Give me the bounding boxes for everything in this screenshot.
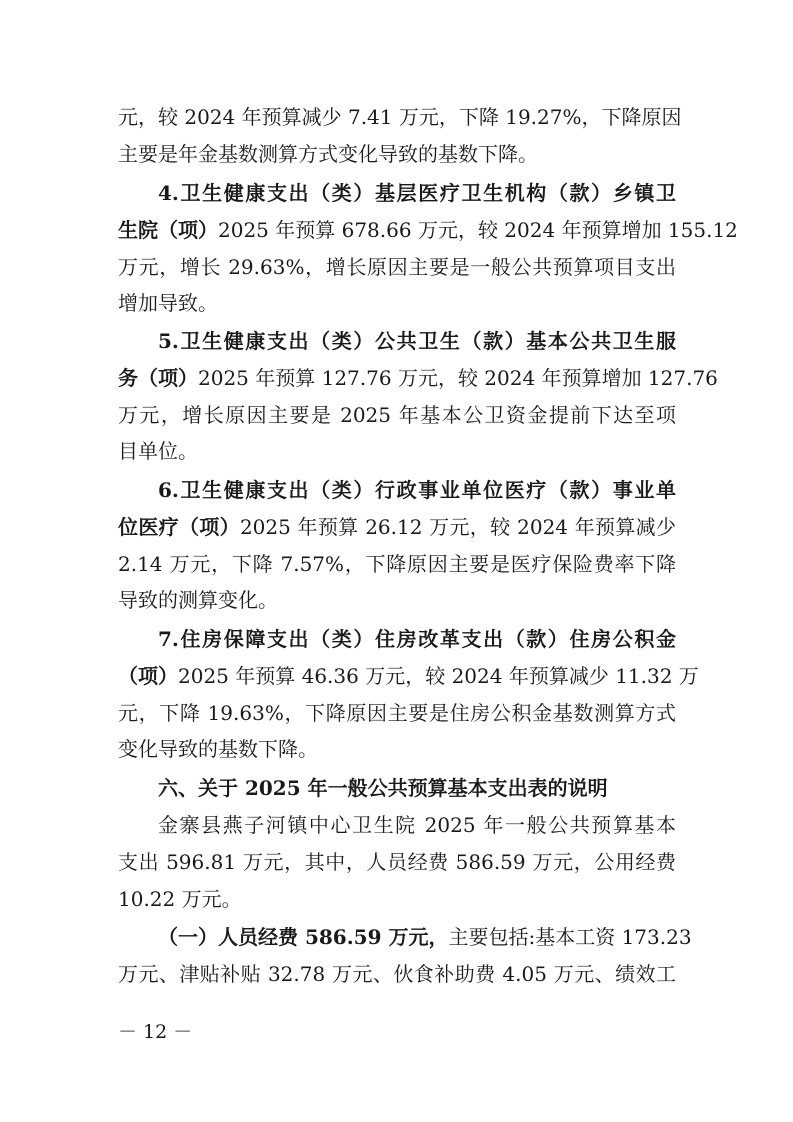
- text-segment: 2025 年预算 127.76 万元，较 2024 年预算增加 127.76: [198, 365, 718, 390]
- bold-lead: （项）: [118, 663, 178, 688]
- text-line: 万元、津贴补贴 32.78 万元、伙食补助费 4.05 万元、绩效工: [118, 961, 676, 986]
- text-line: 导致的测算变化。: [118, 588, 278, 613]
- text-line: 2.14 万元，下降 7.57%，下降原因主要是医疗保险费率下降: [118, 551, 676, 576]
- text-line: 支出 596.81 万元，其中，人员经费 586.59 万元，公用经费: [118, 849, 676, 874]
- page-number: － 12 －: [118, 1021, 193, 1043]
- text-line: [118, 509, 676, 546]
- paragraph-personnel-expenses: [118, 919, 692, 993]
- bold-lead: （一）人员经费 586.59 万元，: [158, 925, 449, 949]
- bold-lead: 务（项）: [118, 365, 198, 390]
- section-heading: [118, 770, 676, 807]
- section-title: 六、关于 2025 年一般公共预算基本支出表的说明: [158, 776, 608, 800]
- text-line: 元，较 2024 年预算减少 7.41 万元，下降 19.27%，下降原因: [118, 105, 682, 129]
- bold-heading-line: 5.卫生健康支出（类）公共卫生（款）基本公共卫生服: [158, 329, 676, 353]
- text-segment: 2025 年预算 26.12 万元，较 2024 年预算减少: [239, 514, 676, 539]
- text-segment: 2025 年预算 678.66 万元，较 2024 年预算增加 155.12: [218, 217, 738, 242]
- bold-lead: 生院（项）: [118, 217, 218, 242]
- text-line: 主要是年金基数测算方式变化导致的基数下降。: [118, 141, 538, 166]
- text-line: [118, 360, 718, 397]
- text-line: [118, 919, 692, 956]
- text-line: [118, 658, 699, 695]
- text-line: 增加导致。: [118, 291, 218, 316]
- text-line: 元，下降 19.63%，下降原因主要是住房公积金基数测算方式: [118, 700, 676, 725]
- text-line: 变化导致的基数下降。: [118, 737, 318, 762]
- text-line: [118, 212, 738, 249]
- paragraph-item-5: [118, 323, 718, 470]
- bold-heading-line: 7.住房保障支出（类）住房改革支出（款）住房公积金: [158, 627, 676, 651]
- paragraph-basic-expenditure: [118, 807, 676, 917]
- text-line: 金寨县燕子河镇中心卫生院 2025 年一般公共预算基本: [158, 813, 676, 837]
- bold-heading-line: 4.卫生健康支出（类）基层医疗卫生机构（款）乡镇卫: [158, 181, 676, 205]
- bold-heading-line: 6.卫生健康支出（类）行政事业单位医疗（款）事业单: [158, 478, 676, 502]
- text-segment: 2025 年预算 46.36 万元，较 2024 年预算减少 11.32 万: [178, 663, 699, 688]
- bold-lead: 位医疗（项）: [118, 514, 240, 539]
- text-line: 10.22 万元。: [118, 886, 242, 911]
- paragraph-item-7: [118, 621, 699, 768]
- text-line: 目单位。: [118, 439, 198, 464]
- paragraph-continuation: [118, 99, 682, 173]
- paragraph-item-4: [118, 175, 738, 322]
- text-segment: 主要包括:基本工资 173.23: [448, 925, 692, 949]
- text-line: 万元，增长 29.63%，增长原因主要是一般公共预算项目支出: [118, 254, 676, 279]
- text-line: 万元，增长原因主要是 2025 年基本公卫资金提前下达至项: [118, 402, 676, 427]
- paragraph-item-6: [118, 472, 676, 619]
